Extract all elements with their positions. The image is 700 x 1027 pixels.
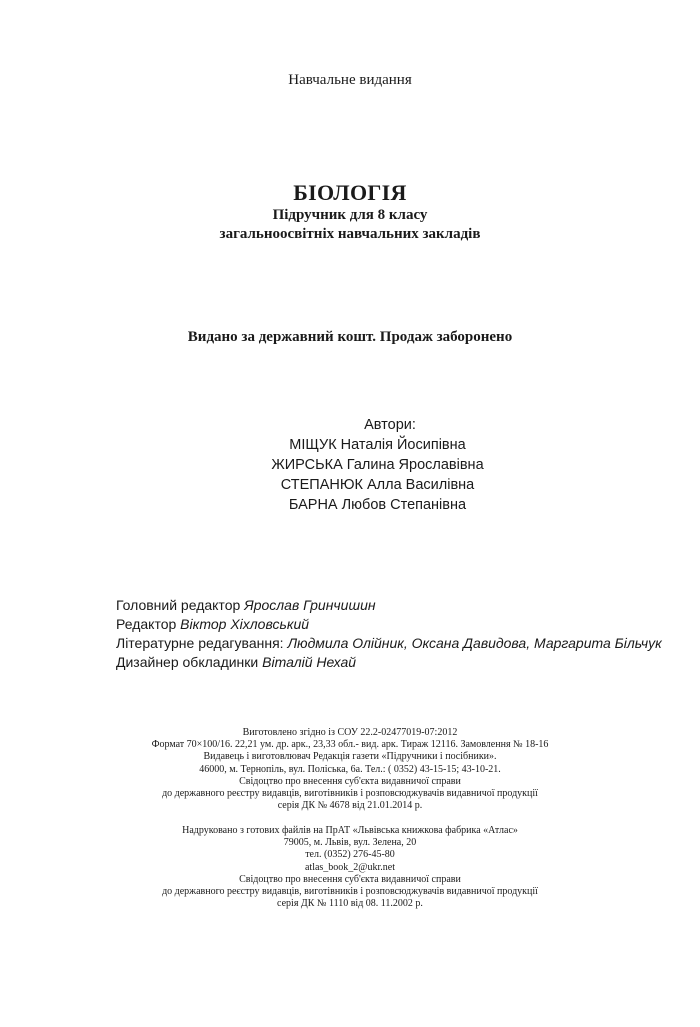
subtitle-line: Підручник для 8 класу	[272, 207, 428, 223]
editor-name: Ярослав Гринчишин	[244, 597, 376, 613]
edition-type: Навчальне видання	[288, 72, 412, 88]
imprint-line: Виготовлено згідно із СОУ 22.2-02477019-07:2012	[242, 727, 458, 738]
author-name: МІЩУК Наталія Йосипівна	[289, 437, 466, 453]
imprint-line: тел. (0352) 276-45-80	[305, 849, 395, 861]
imprint-line: atlas_book_2@ukr.net	[304, 861, 396, 873]
author-name: ЖИРСЬКА Галина Ярославівна	[271, 457, 484, 473]
imprint-line: Видавець і виготовлювач Редакція газети «Підручники і посібники».	[203, 751, 497, 763]
imprint-line: Надруковано з готових файлів на ПрАТ «Львівська книжкова фабрика «Атлас»	[182, 825, 518, 836]
editor-line	[116, 653, 686, 672]
editor-name: Людмила Олійник, Оксана Давидова, Маргарита Більчук	[287, 635, 662, 651]
editor-role: Дизайнер обкладинки	[116, 654, 263, 670]
editor-line	[116, 634, 686, 653]
funding-notice: Видано за державний кошт. Продаж заборонено	[187, 329, 513, 345]
subtitle-line: загальноосвітніх навчальних закладів	[219, 226, 481, 242]
imprint-line: Свідоцтво про внесення суб'єкта видавничої справи	[239, 775, 461, 787]
imprint-line: серія ДК № 1110 від 08. 11.2002 р.	[277, 898, 423, 910]
editor-line	[116, 615, 686, 634]
imprint-line: Свідоцтво про внесення суб'єкта видавничої справи	[239, 873, 461, 885]
imprint-line: Формат 70×100/16. 22,21 ум. др. арк., 23,33 обл.- вид. арк. Тираж 12116. Замовлення № 18-16	[151, 739, 549, 751]
imprint-line: серія ДК № 4678 від 21.01.2014 р.	[277, 800, 423, 812]
book-subtitle	[0, 206, 700, 244]
authors-heading: Автори:	[364, 417, 416, 433]
editor-role: Редактор	[116, 616, 181, 632]
imprint-line: 46000, м. Тернопіль, вул. Поліська, 6а. Тел.: ( 0352) 43-15-15; 43-10-21.	[199, 763, 501, 775]
author-name: БАРНА Любов Степанівна	[288, 497, 467, 513]
editor-role: Головний редактор	[116, 597, 245, 613]
editorial-credits	[116, 596, 686, 672]
production-imprint	[0, 727, 700, 812]
editor-name: Віталій Нехай	[262, 654, 357, 670]
printer-imprint	[0, 825, 700, 910]
editor-name: Віктор Хіхловський	[180, 616, 310, 632]
editor-role: Літературне редагування:	[116, 635, 288, 651]
authors-block	[0, 415, 700, 515]
author-name: СТЕПАНЮК Алла Василівна	[280, 477, 475, 493]
editor-line	[116, 596, 686, 615]
imprint-line: 79005, м. Львів, вул. Зелена, 20	[283, 837, 417, 849]
imprint-line: до державного реєстру видавців, виготівників і розповсюджувачів видавничої продукції	[162, 886, 538, 898]
imprint-line: до державного реєстру видавців, виготівників і розповсюджувачів видавничої продукції	[162, 788, 538, 800]
book-title: БІОЛОГІЯ	[293, 180, 407, 205]
